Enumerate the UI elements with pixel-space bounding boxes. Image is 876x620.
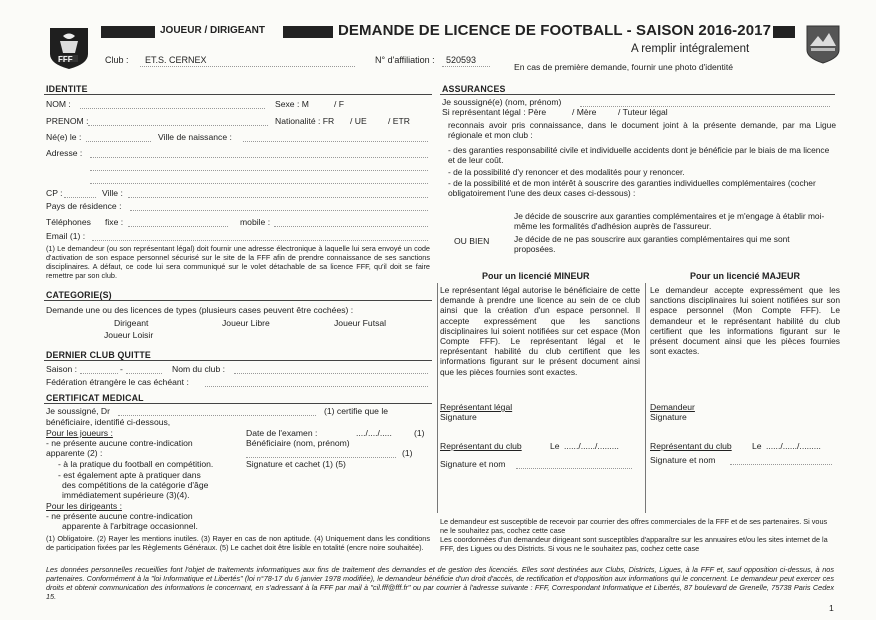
fff-logo [46,24,92,70]
assur-ou-bien: OU BIEN [454,236,490,246]
category-dirigeant[interactable]: Dirigeant [114,318,149,328]
commercial-line2[interactable]: Les coordonnées d'un demandeur dirigeant sont susceptibles d'apparaître sur les annuaires et/ou les sites internet de la FFF, des Ligues ou des Districts. Si vous ne le souhaitez pas, cochez cette case [440,535,828,553]
fill-note: A remplir intégralement [631,43,750,55]
majeur-signature: Signature [650,412,687,422]
mineur-sig-nom: Signature et nom [440,459,506,469]
ne-le-label: Né(e) le : [46,132,82,142]
affiliation-value[interactable]: 520593 [446,55,477,65]
cert-signature: Signature et cachet (1) (5) [246,459,346,469]
sexe-f: / F [334,99,345,109]
club-value[interactable]: ET.S. CERNEX [145,55,207,65]
majeur-le: Le [752,441,762,451]
cert-apte1: - est également apte à pratiquer dans [58,470,201,480]
cert-ne-presente: - ne présente aucune contre-indication [46,438,193,448]
adresse-label: Adresse : [46,148,83,158]
assurances-heading: ASSURANCES [442,84,506,94]
cert-notes: (1) Obligatoire. (2) Rayer les mentions inutiles. (3) Rayer en cas de non aptitude. (4) Uniquement dans les conditions de participation fixées par les Règlements Généraux. (5) Le cachet doit être lisible en totalité (encre noire souhaitée). [46,534,430,552]
cert-apte3: immédiatement supérieure (3)(4). [62,490,190,500]
assur-soussigne: Je soussigné(e) (nom, prénom) [442,97,562,107]
assur-rep-legal: Si représentant légal : Père [442,107,547,117]
mobile-label: mobile : [240,217,271,227]
majeur-sig-nom: Signature et nom [650,455,716,465]
category-joueur-loisir[interactable]: Joueur Loisir [104,330,154,340]
cert-dir2: apparente à l'arbitrage occasionnel. [62,521,198,531]
fixe-label: fixe : [105,217,124,227]
categories-heading: CATEGORIE(S) [46,290,112,300]
header-bar-right [773,26,795,38]
nom-club-label: Nom du club : [172,364,226,374]
mineur-rep-legal: Représentant légal [440,402,513,412]
ville-naissance-label: Ville de naissance : [158,132,232,142]
assur-mere: / Mère [572,107,597,117]
majeur-text: Le demandeur accepte expressément que les sanctions disciplinaires lui soient notifiées sur son espace personnel (Mon Compte FFF). Le demandeur et le représentant habilité du club certifient que les informations figurant sur le présent document ainsi que les pièces fournies sont exactes. [650,285,840,357]
assur-option-2[interactable]: Je décide de ne pas souscrire aux garanties complémentaires qui me sont proposées. [514,234,790,255]
beneficiaire-label: Bénéficiaire (nom, prénom) [246,438,350,448]
cert-line1b: (1) certifie que le [324,406,389,416]
nom-label: NOM : [46,99,71,109]
pays-label: Pays de résidence : [46,201,122,211]
header-bar-left [101,26,155,38]
certificat-heading: CERTIFICAT MEDICAL [46,393,144,403]
footer-text: Les données personnelles recueillies font l'objet de traitements informatiques aux fins de traitement des demandes et de gestion des licenciés. Elles sont destinées aux Clubs, Districts, Ligues, à la FFF et, sauf opposition ci-dessus, à nos partenaires. Conformément à la "loi Informatique et Libertés" (loi n°78-17 du 6 janvier 1978 modifiée), le demandeur bénéficie d'un droit d'accès, de rectification et d'opposition aux informations qui le concernent. Le demandeur peut exercer ces droits et obtenir communication des informations le concernant, en s'adressant à la FFF par mail à "cil.fff@fff.fr" ou par courrier à l'adresse suivante : FFF, Correspondant Informatique et Libertés, 87 boulevard de Grenelle, 75738 Paris Cedex 15. [46,565,834,601]
date-examen-label: Date de l'examen : [246,428,318,438]
majeur-heading: Pour un licencié MAJEUR [690,271,801,281]
mineur-heading: Pour un licencié MINEUR [482,271,590,281]
identite-note: (1) Le demandeur (ou son représentant légal) doit fournir une adresse électronique à laquelle lui sera envoyé un code d'activation de son espace personnel sécurisé sur le site de la FFF afin de prendre connaissance de ses sanctions disciplinaires. A défaut, ce code lui sera communiqué sur le volet détachable de sa licence FFF, qu'il doit se faire remettre par son club. [46,244,430,280]
assur-bullet-3: - de la possibilité et de mon intérêt à souscrire des garanties individuelles complémentaires (cocher obligatoirement l'une des deux cases ci-dessous) : [448,178,816,199]
assur-reconnais: reconnais avoir pris connaissance, dans le document joint à la présente demande, par ma Ligue régionale et mon club : [448,120,836,141]
cert-line2: bénéficiaire, identifié ci-dessous, [46,417,171,427]
nat-ue: / UE [350,116,367,126]
nat-etr: / ETR [388,116,410,126]
mineur-text: Le représentant légal autorise le bénéficiaire de cette demande à prendre une licence au sein de ce club ainsi que la création d'un espace personnel. Il accepte expressément que les sanctions disciplinaires lui soient notifiées sur cet espace (Mon Compte FFF). Le représentant légal et le représentant habilité du club certifient que les informations figurant sur le présent document ainsi que les pièces fournies sont exactes. [440,285,640,377]
categories-intro: Demande une ou des licences de types (plusieurs cases peuvent être cochées) : [46,305,354,315]
federation-label: Fédération étrangère le cas échéant : [46,377,189,387]
assur-option-1[interactable]: Je décide de souscrire aux garanties complémentaires et je m'engage à établir moi-même les formalités d'adhésion auprès de l'assureur. [514,211,825,232]
mineur-date[interactable]: ....../....../......... [564,441,619,451]
assur-bullet-2: - de la possibilité d'y renoncer et des modalités pour y renoncer. [448,167,685,177]
role-label: JOUEUR / DIRIGEANT [160,25,266,36]
mineur-rep-club: Représentant du club [440,441,522,451]
mineur-signature: Signature [440,412,477,422]
sexe-label: Sexe : M [275,99,309,109]
email-label: Email (1) : [46,231,86,241]
page-number: 1 [829,603,834,613]
assur-bullet-1: - des garanties responsabilité civile et individuelle accidents dont je bénéficie par le biais de ma licence et de leur coût. [448,145,830,166]
date-examen-note: (1) [414,428,425,438]
photo-note: En cas de première demande, fournir une photo d'identité [514,62,734,72]
category-joueur-libre[interactable]: Joueur Libre [222,318,270,328]
date-examen-sep: ..../..../..... [356,428,392,438]
cp-label: CP : [46,188,63,198]
header-bar-mid [283,26,333,38]
cert-line1: Je soussigné, Dr [46,406,111,416]
majeur-date[interactable]: ....../....../......... [766,441,821,451]
nationalite-label: Nationalité : FR [275,116,335,126]
category-joueur-futsal[interactable]: Joueur Futsal [334,318,387,328]
identite-heading: IDENTITE [46,84,88,94]
pour-joueurs: Pour les joueurs : [46,428,113,438]
pour-dirigeants: Pour les dirigeants : [46,501,122,511]
majeur-rep-club: Représentant du club [650,441,732,451]
saison-dash: - [120,364,123,374]
club-label: Club : [105,55,129,65]
cert-apte2: des compétitions de la catégorie d'âge [62,480,209,490]
cert-pratique: - à la pratique du football en compétition. [58,459,214,469]
prenom-label: PRENOM : [46,116,89,126]
dernier-club-heading: DERNIER CLUB QUITTE [46,350,151,360]
affiliation-label: N° d'affiliation : [375,55,435,65]
ville-label: Ville : [102,188,123,198]
mineur-le: Le [550,441,560,451]
league-logo [805,24,841,64]
assur-tuteur: / Tuteur légal [618,107,668,117]
majeur-demandeur: Demandeur [650,402,695,412]
saison-label: Saison : [46,364,78,374]
cert-apparente: apparente (2) : [46,448,103,458]
telephones-label: Téléphones [46,217,91,227]
fff-logo-text: FFF [58,55,73,64]
page-title: DEMANDE DE LICENCE DE FOOTBALL - SAISON 2016-2017 [338,22,772,39]
beneficiaire-note: (1) [402,448,413,458]
cert-dir1: - ne présente aucune contre-indication [46,511,193,521]
commercial-line1[interactable]: Le demandeur est susceptible de recevoir par courrier des offres commerciales de la FFF et de ses partenaires. Si vous ne le souhaitez pas, cochez cette case [440,517,828,535]
